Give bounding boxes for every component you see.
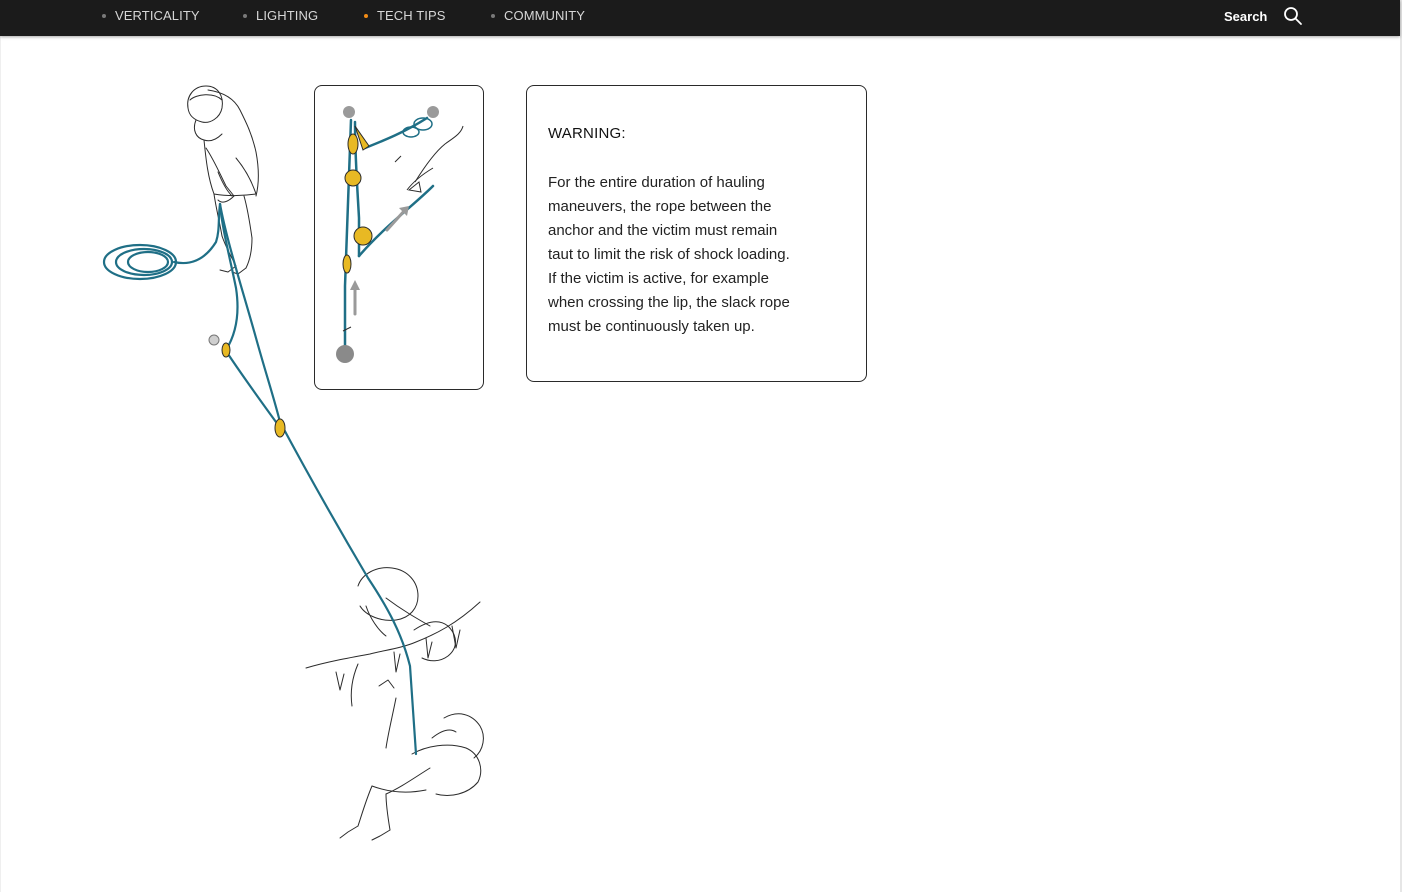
carabiner-icon [275,419,285,437]
carabiner-icon [222,343,230,357]
nav-item-lighting[interactable] [243,8,318,24]
victim-figure [306,568,483,840]
nav-bullet-icon [243,14,247,18]
inset-diagram-box [314,85,484,390]
nav-item-label: COMMUNITY [504,8,586,23]
nav-item-tech-tips[interactable] [364,8,446,24]
search-icon[interactable] [1283,6,1303,26]
nav-bullet-icon [491,14,495,18]
nav-bullet-icon [102,14,106,18]
nav-item-community[interactable] [491,8,585,24]
page-left-edge [0,0,1,892]
anchor-icon [209,335,219,345]
nav-item-label: VERTICALITY [115,8,200,23]
rescuer-figure [188,86,259,274]
warning-title: WARNING: [548,125,626,142]
pulley-system-diagram [315,86,483,389]
top-navigation-bar [0,0,1400,36]
nav-active-bullet-icon [364,14,368,18]
warning-box [526,85,867,382]
victim-icon [336,345,354,363]
search-label: Search [1224,9,1268,24]
warning-body: For the entire duration of hauling maneuvers, the rope between the anchor and the victim must remain taut to limit the risk of shock loading. If the victim is active, for example when crossing the lip, the slack rope must be continuously taken up. [548,174,790,335]
nav-item-verticality[interactable] [102,8,200,24]
nav-item-label: LIGHTING [256,8,319,23]
nav-item-label: TECH TIPS [377,8,446,23]
anchor-icon [343,106,355,118]
anchor-icon [427,106,439,118]
